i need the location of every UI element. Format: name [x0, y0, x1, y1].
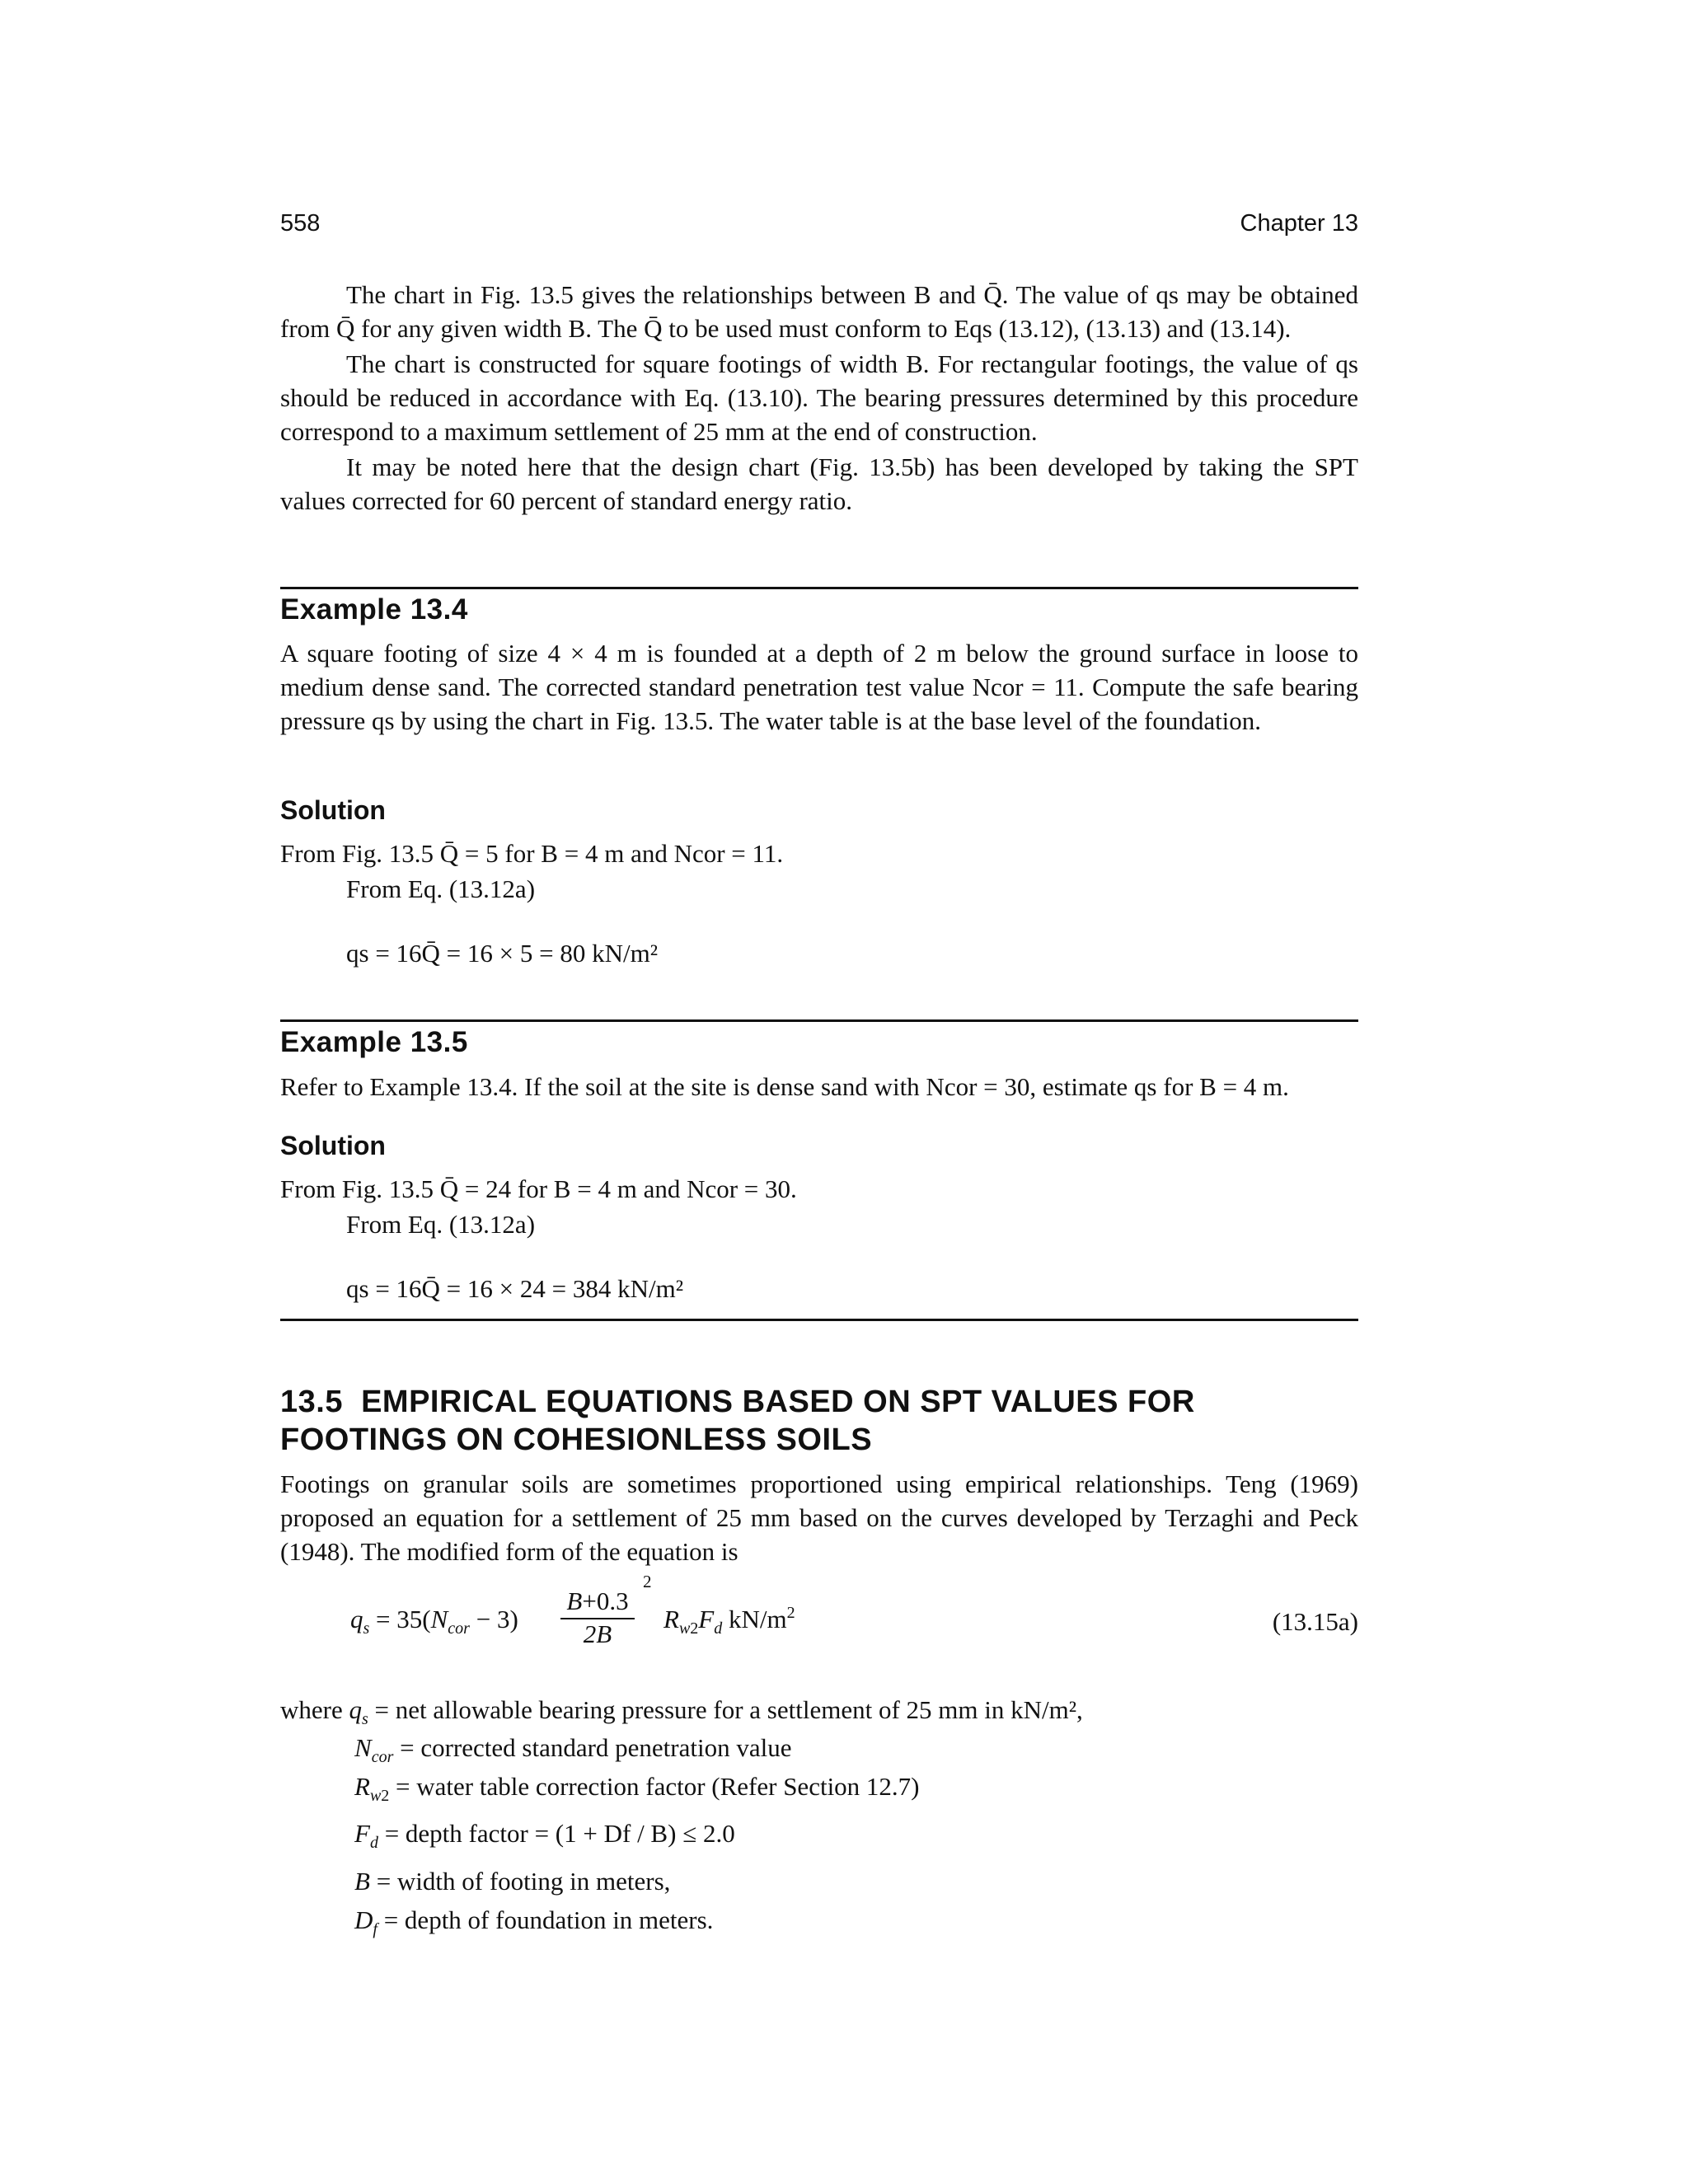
chapter-label: Chapter 13: [1240, 210, 1358, 237]
example-13-4-title: Example 13.4: [280, 593, 468, 626]
example-13-5-equation: qs = 16Q̄ = 16 × 24 = 384 kN/m²: [346, 1274, 684, 1303]
where-fd-definition: = depth factor = (1 + Df / B) ≤ 2.0: [384, 1819, 735, 1848]
intro-section: [280, 278, 1358, 518]
where-qs-definition: = net allowable bearing pressure for a settlement of 25 mm in kN/m²,: [374, 1695, 1083, 1724]
example-13-5-solution-line-1: From Fig. 13.5 Q̄ = 24 for B = 4 m and Ncor = 30.: [280, 1174, 797, 1203]
where-fd: $F_d$ = depth factor = (1 + Df / B) ≤ 2.0: [354, 1819, 735, 1852]
example-13-5-solution-title: Solution: [280, 1131, 386, 1160]
equation-number: (13.15a): [1272, 1607, 1358, 1636]
example-13-4-solution-title: Solution: [280, 795, 386, 825]
example-13-4-top-rule: [280, 587, 1358, 589]
equation-13-15a: [280, 1572, 1358, 1677]
where-intro: where $q_s$ = net allowable bearing pressure for a settlement of 25 mm in kN/m²,: [280, 1695, 1083, 1728]
where-rw2-definition: = water table correction factor (Refer Section 12.7): [396, 1772, 920, 1801]
where-b: B = width of footing in meters,: [354, 1867, 671, 1896]
example-13-4-solution-line-2: From Eq. (13.12a): [346, 874, 536, 903]
equation-lhs: $q_s = 35(N_{cor} - 3)$: [350, 1605, 518, 1638]
example-13-4-equation: qs = 16Q̄ = 16 × 5 = 80 kN/m²: [346, 939, 659, 968]
where-df: $D_f$ = depth of foundation in meters.: [354, 1905, 714, 1938]
where-ncor-definition: = corrected standard penetration value: [400, 1733, 792, 1762]
equation-exponent: 2: [643, 1572, 652, 1591]
intro-paragraph-3: It may be noted here that the design chart (Fig. 13.5b) has been developed by taking the SPT values corrected for 60 percent of standard energy ratio.: [280, 452, 1358, 515]
where-ncor: $N_{cor}$ = corrected standard penetration value: [354, 1733, 792, 1766]
page-number: 558: [280, 210, 321, 237]
where-df-definition: = depth of foundation in meters.: [383, 1905, 714, 1934]
example-13-5-text: Refer to Example 13.4. If the soil at the site is dense sand with Ncor = 30, estimate qs for B = 4 m.: [280, 1072, 1289, 1101]
example-13-5-title: Example 13.5: [280, 1026, 468, 1058]
section-13-5-text: Footings on granular soils are sometimes proportioned using empirical relationships. Teng (1969) proposed an equation for a settlement of 25 mm based on the curves developed by Terzaghi and Peck (1948). The modified form of the equation is: [280, 1469, 1358, 1566]
example-13-5-top-rule: [280, 1019, 1358, 1022]
where-b-definition: = width of footing in meters,: [376, 1867, 671, 1896]
example-13-4-solution-line-1: From Fig. 13.5 Q̄ = 5 for B = 4 m and Ncor = 11.: [280, 839, 784, 868]
where-rw2: $R_{w2}$ = water table correction factor (Refer Section 12.7): [354, 1772, 920, 1805]
example-13-5-solution-line-2: From Eq. (13.12a): [346, 1210, 536, 1239]
equation-fraction: B+0.3 2B: [560, 1586, 635, 1649]
page-header: [280, 210, 1358, 243]
equation-rhs: $R_{w2}F_d$ $kN/m^2$: [663, 1604, 795, 1638]
intro-paragraph-2: The chart is constructed for square footings of width B. For rectangular footings, the value of qs should be reduced in accordance with Eq. (13.10). The bearing pressures determined by this procedure correspond to a maximum settlement of 25 mm at the end of construction.: [280, 349, 1358, 446]
section-title-line-2: FOOTINGS ON COHESIONLESS SOILS: [280, 1422, 873, 1457]
example-13-5-bottom-rule: [280, 1319, 1358, 1321]
intro-paragraph-1: The chart in Fig. 13.5 gives the relationships between B and Q̄. The value of qs may be obtained from Q̄ for any given width B. The Q̄ to be used must conform to Eqs (13.12), (13.13) and (13.14).: [280, 280, 1358, 343]
example-13-4-text: A square footing of size 4 × 4 m is founded at a depth of 2 m below the ground surface in loose to medium dense sand. The corrected standard penetration test value Ncor = 11. Compute the safe bearing pressure qs by using the chart in Fig. 13.5. The water table is at the base level of the foundation.: [280, 639, 1358, 735]
section-title-line-1: 13.5 EMPIRICAL EQUATIONS BASED ON SPT VALUES FOR: [280, 1385, 1195, 1419]
section-13-5-title: [280, 1383, 1358, 1459]
